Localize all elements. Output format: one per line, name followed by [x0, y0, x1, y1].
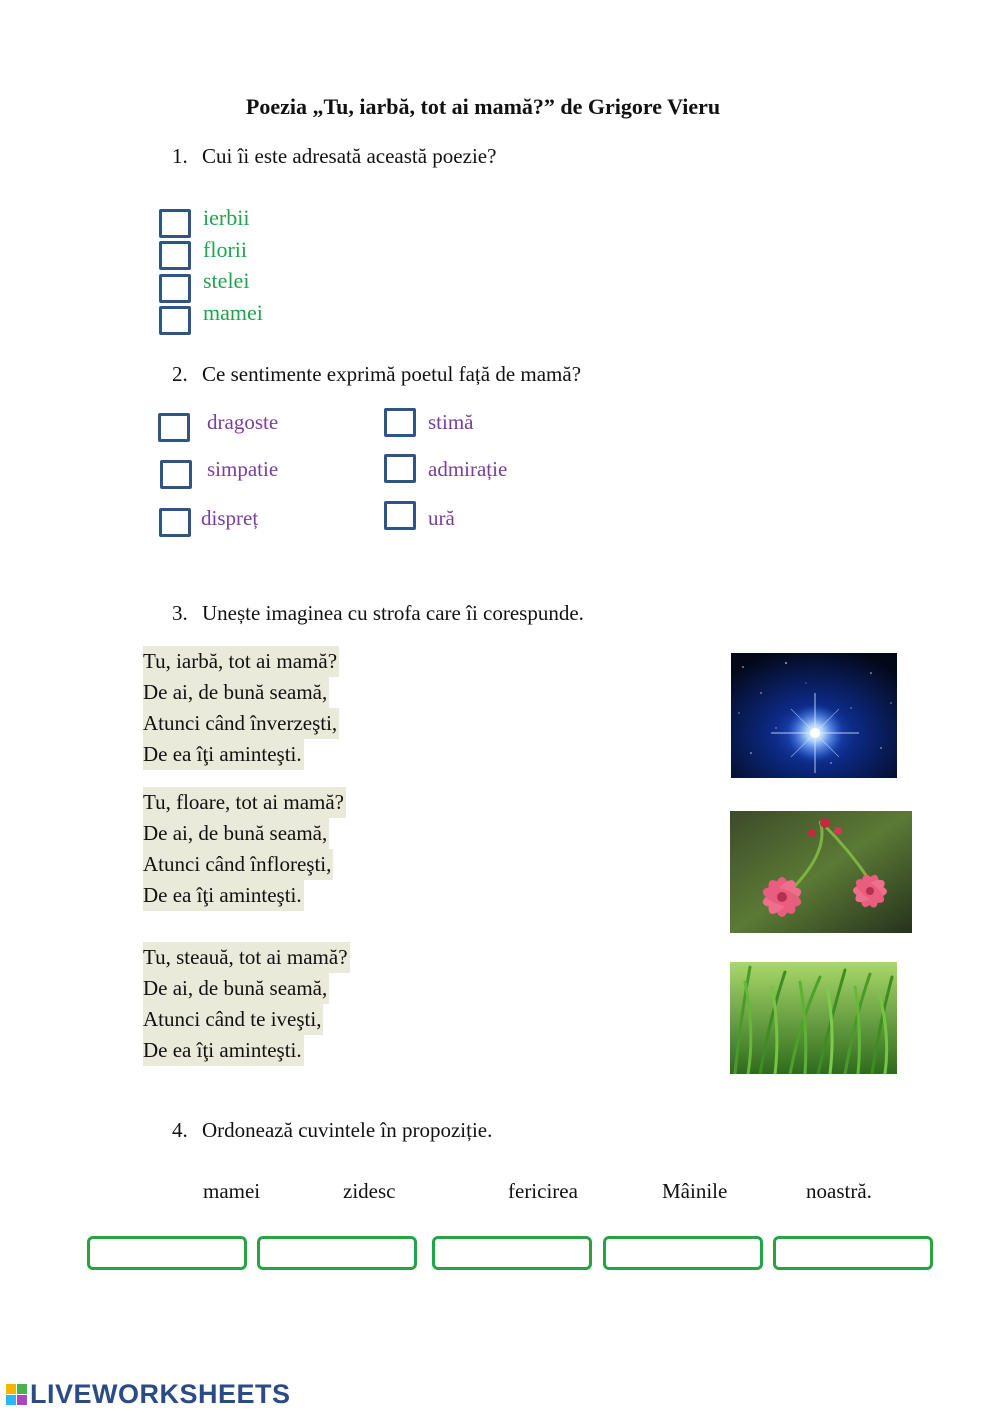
checkbox-simpatie[interactable] [160, 460, 192, 489]
page-title: Poezia „Tu, iarbă, tot ai mamă?” de Grigore Vieru [245, 94, 721, 119]
brand-name: LIVEWORKSHEETS [30, 1378, 291, 1409]
question-2-text: Ce sentimente exprimă poetul față de mamă? [202, 362, 582, 386]
option-florii: florii [203, 237, 247, 262]
word-zidesc[interactable]: zidesc [343, 1179, 396, 1203]
answer-box-4[interactable] [603, 1236, 763, 1270]
question-2 [172, 362, 581, 387]
flower-picture [730, 811, 912, 933]
answer-box-5[interactable] [773, 1236, 933, 1270]
option-stelei: stelei [203, 268, 250, 293]
logo-blocks-icon [6, 1384, 27, 1405]
stanza-line: De ea îţi aminteşti. [143, 880, 304, 911]
stanza-line: Atunci când te iveşti, [143, 1004, 323, 1035]
liveworksheets-logo[interactable] [6, 1378, 291, 1410]
checkbox-stelei[interactable] [159, 274, 191, 303]
option-mamei: mamei [203, 300, 263, 325]
question-1-number: 1. [172, 144, 188, 168]
checkbox-admiratie[interactable] [384, 454, 416, 483]
stanza-2[interactable] [143, 787, 346, 911]
stanza-line: Atunci când înfloreşti, [143, 849, 333, 880]
question-4 [172, 1118, 492, 1143]
question-3-number: 3. [172, 601, 188, 625]
stanza-line: Atunci când înverzeşti, [143, 708, 339, 739]
word-mamei[interactable]: mamei [203, 1179, 261, 1203]
checkbox-stima[interactable] [384, 408, 416, 437]
word-mainile[interactable]: Mâinile [662, 1179, 728, 1203]
option-dispret: dispreț [201, 506, 259, 530]
star-image[interactable] [731, 653, 897, 778]
option-stima: stimă [428, 410, 474, 434]
word-noastra[interactable]: noastră. [806, 1179, 872, 1203]
question-3-text: Unește imaginea cu strofa care îi corespunde. [202, 601, 584, 625]
question-3 [172, 601, 584, 626]
word-fericirea[interactable]: fericirea [508, 1179, 578, 1203]
grass-image[interactable] [730, 962, 897, 1074]
answer-box-3[interactable] [432, 1236, 592, 1270]
flower-image[interactable] [730, 811, 912, 933]
checkbox-ura[interactable] [384, 501, 416, 530]
checkbox-florii[interactable] [159, 241, 191, 270]
stanza-line: Tu, floare, tot ai mamă? [143, 787, 346, 818]
question-4-text: Ordonează cuvintele în propoziție. [202, 1118, 493, 1142]
checkbox-dispret[interactable] [159, 508, 191, 537]
question-1 [172, 144, 496, 169]
checkbox-ierbii[interactable] [159, 209, 191, 238]
answer-box-1[interactable] [87, 1236, 247, 1270]
question-2-number: 2. [172, 362, 188, 386]
stanza-3[interactable] [143, 942, 350, 1066]
option-ura: ură [428, 506, 455, 530]
grass-picture [730, 962, 897, 1074]
option-dragoste: dragoste [207, 410, 279, 434]
stanza-line: De ai, de bună seamă, [143, 973, 329, 1004]
option-simpatie: simpatie [207, 457, 279, 481]
stanza-line: De ea îţi aminteşti. [143, 739, 304, 770]
stanza-line: Tu, iarbă, tot ai mamă? [143, 646, 339, 677]
checkbox-dragoste[interactable] [158, 413, 190, 442]
question-4-number: 4. [172, 1118, 188, 1142]
answer-box-2[interactable] [257, 1236, 417, 1270]
option-ierbii: ierbii [203, 205, 250, 230]
stanza-1[interactable] [143, 646, 339, 770]
stanza-line: De ea îţi aminteşti. [143, 1035, 304, 1066]
stanza-line: De ai, de bună seamă, [143, 677, 329, 708]
stanza-line: Tu, steauă, tot ai mamă? [143, 942, 350, 973]
option-admiratie: admirație [428, 457, 508, 481]
stanza-line: De ai, de bună seamă, [143, 818, 329, 849]
star-picture [731, 653, 897, 778]
checkbox-mamei[interactable] [159, 306, 191, 335]
question-1-text: Cui îi este adresată această poezie? [202, 144, 497, 168]
